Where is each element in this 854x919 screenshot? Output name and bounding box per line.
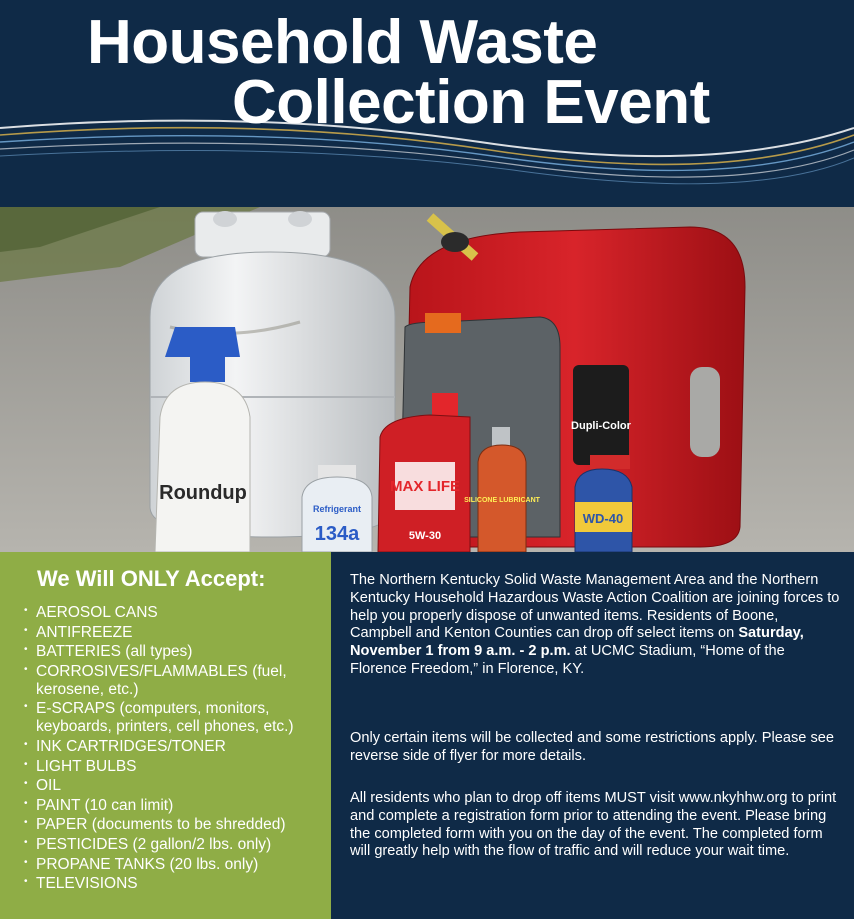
spray-paint-can	[571, 365, 632, 465]
dupli-color-label: Dupli-Color	[571, 420, 631, 432]
refrigerant-label: Refrigerant	[312, 504, 362, 514]
accepted-items-panel	[0, 552, 331, 919]
accepted-item: • OIL	[24, 777, 329, 795]
event-description-text: The Northern Kentucky Solid Waste Management Area and the Northern Kentucky Household Hazardous Waste Action Coalition are joining forces to help you properly dispose of unwanted items. Residents of Boone, Campbell and Kenton Counties can drop off select items on	[350, 572, 840, 642]
accepted-items-list	[24, 604, 329, 895]
header-banner	[0, 0, 854, 207]
wd40-label: WD-40	[582, 511, 624, 526]
accepted-item: • TELEVISIONS	[24, 875, 329, 893]
event-info-panel	[331, 552, 854, 919]
photo-illustration	[0, 207, 854, 552]
accepted-item: • PROPANE TANKS (20 lbs. only)	[24, 856, 329, 874]
hazardous-items-photo	[0, 207, 854, 552]
title-line-2: Collection Event	[232, 68, 710, 137]
event-description-paragraph	[350, 572, 842, 679]
accepted-item: • E-SCRAPS (computers, monitors, keyboards, printers, cell phones, etc.)	[24, 700, 329, 736]
title-line-1: Household Waste	[87, 8, 598, 77]
oil-grade-label: 5W-30	[408, 530, 442, 542]
accepted-item: • AEROSOL CANS	[24, 604, 329, 622]
accepted-item: • INK CARTRIDGES/TONER	[24, 738, 329, 756]
oil-brand-label: MAX LIFE	[390, 478, 460, 495]
accepted-item: • BATTERIES (all types)	[24, 643, 329, 661]
event-location-text: at UCMC Stadium, “Home of the Florence Freedom,” in Florence, KY.	[350, 643, 785, 677]
accepted-item: • PAINT (10 can limit)	[24, 797, 329, 815]
accepted-item: • PAPER (documents to be shredded)	[24, 816, 329, 834]
roundup-label: Roundup	[159, 482, 247, 504]
restrictions-paragraph: Only certain items will be collected and some restrictions apply. Please see reverse side of flyer for more details.	[350, 730, 834, 764]
accepted-item: • ANTIFREEZE	[24, 624, 329, 642]
event-date-time: Saturday, November 1 from 9 a.m. - 2 p.m.	[350, 625, 804, 660]
refrigerant-type-label: 134a	[314, 523, 360, 545]
registration-paragraph: All residents who plan to drop off items MUST visit www.nkyhhw.org to print and complete a registration form prior to attending the event. Please bring the completed form with you on the day of the event. The completed form will greatly help with the flow of traffic and will reduce your wait time.	[350, 790, 837, 860]
accepted-item: • PESTICIDES (2 gallon/2 lbs. only)	[24, 836, 329, 854]
lubricant-label: SILICONE LUBRICANT	[464, 497, 540, 504]
accepted-item: • LIGHT BULBS	[24, 758, 329, 776]
accepted-items-heading: We Will ONLY Accept:	[37, 566, 266, 591]
accepted-item: • CORROSIVES/FLAMMABLES (fuel, kerosene, etc.)	[24, 663, 329, 699]
